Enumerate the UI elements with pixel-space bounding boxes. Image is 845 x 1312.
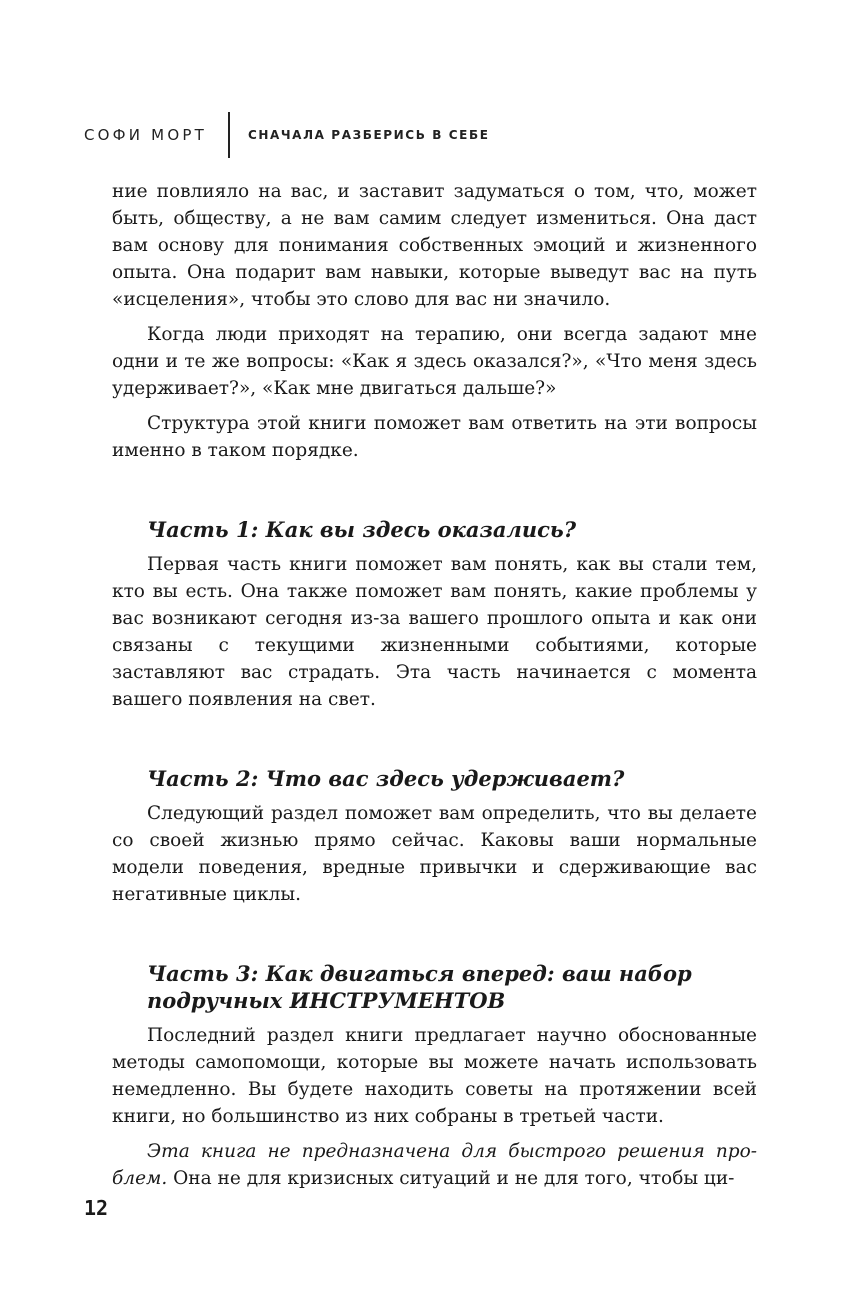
final-text: Она не для кризисных ситуаций и не для того, чтобы ци- — [167, 1168, 735, 1189]
running-header — [84, 112, 490, 158]
part1-paragraph: Первая часть книги поможет вам понять, как вы стали тем, кто вы есть. Она также поможет вам понять, какие проблемы у вас возникают сегодня из-за вашего прошлого опыта и как они связаны с текущими жизненными событиями, которые заставляют вас страдать. Эта часть начинается с момента вашего появления на свет. — [112, 554, 757, 710]
section-gap — [112, 916, 757, 960]
part2-heading: Часть 2: Что вас здесь удерживает? — [147, 766, 625, 791]
part1-heading: Часть 1: Как вы здесь оказались? — [147, 517, 577, 542]
final-paragraph — [112, 1138, 757, 1192]
body-paragraph: Структура этой книги поможет вам ответить на эти вопросы именно в таком порядке. — [112, 413, 757, 461]
part3-paragraph: Последний раздел книги предлагает научно обоснованные методы самопомощи, которые вы можете начать использовать немедленно. Вы будете находить советы на протяжении всей книги, но большинство из них собраны в третьей части. — [112, 1025, 757, 1127]
part2-paragraph: Следующий раздел поможет вам определить, что вы делаете со своей жизнью прямо сейчас. Каковы ваши нормальные модели поведения, вредные привычки и сдерживающие вас негативные циклы. — [112, 803, 757, 905]
section-gap — [112, 721, 757, 765]
book-title: СНАЧАЛА РАЗБЕРИСЬ В СЕБЕ — [247, 128, 490, 142]
body-paragraph: Когда люди приходят на терапию, они всегда задают мне одни и те же вопросы: «Как я здесь оказался?», «Что меня здесь удерживает?», «Как мне двигаться дальше?» — [112, 324, 757, 399]
author-name: СОФИ МОРТ — [84, 126, 207, 144]
page-body — [112, 178, 757, 1200]
section-gap — [112, 472, 757, 516]
part3-heading: Часть 3: Как двигаться вперед: ваш набор подручных ИНСТРУМЕНТОВ — [147, 961, 692, 1013]
page-number: 12 — [84, 1196, 109, 1220]
body-paragraph: ние повлияло на вас, и заставит задуматься о том, что, может быть, обществу, а не вам самим следует измениться. Она даст вам основу для понимания собственных эмоций и жизненного опыта. Она подарит вам навыки, которые выведут вас на путь «исцеления», чтобы это слово для вас ни значило. — [112, 181, 757, 310]
final-lead-emphasis: Эта книга не предназначена для быстрого решения проблем. — [112, 1141, 757, 1189]
